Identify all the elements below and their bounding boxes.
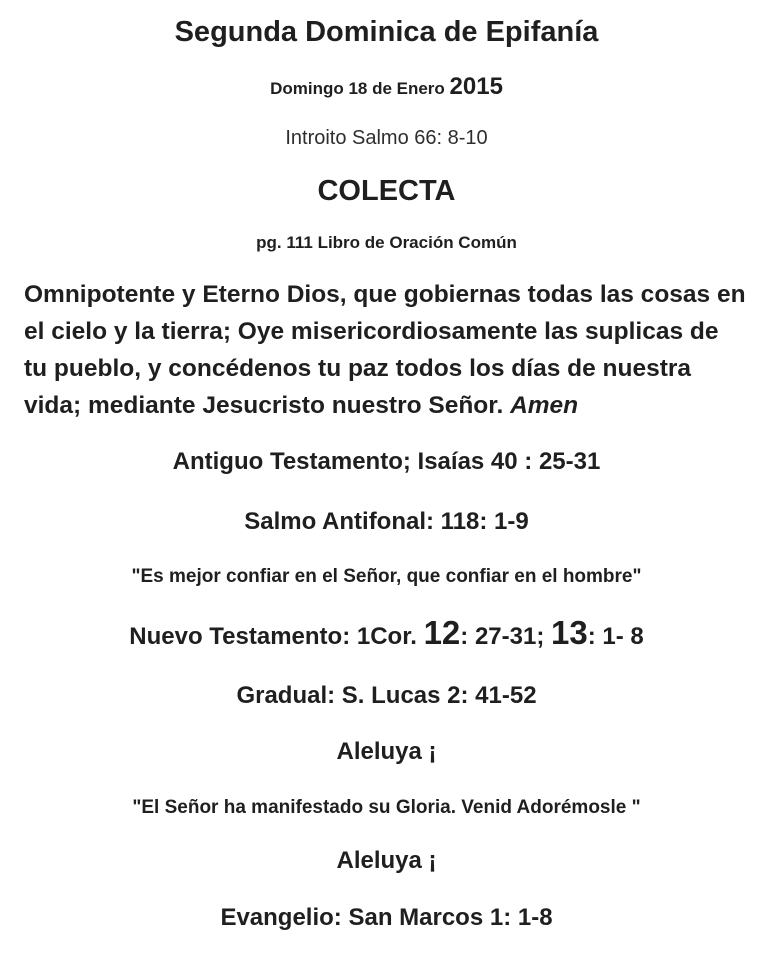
- gospel-reading: Evangelio: San Marcos 1: 1-8: [220, 904, 553, 931]
- introit-reference: Introito Salmo 66: 8-10: [285, 127, 488, 149]
- collect-prayer-amen: Amen: [510, 392, 579, 419]
- new-testament-chapter-13: 13: [550, 614, 588, 651]
- new-testament-text-3: : 1- 8: [587, 623, 644, 650]
- date-line: [0, 73, 773, 101]
- alleluia-first: Aleluya ¡: [336, 738, 437, 765]
- new-testament-reading: [0, 614, 773, 652]
- alleluia-second: Aleluya ¡: [336, 847, 437, 874]
- date-text: Domingo 18 de Enero: [270, 79, 450, 98]
- psalm-quote: "Es mejor confiar en el Señor, que confiar en el hombre": [131, 566, 642, 587]
- collect-prayer-body: Omnipotente y Eterno Dios, que gobiernas todas las cosas en el cielo y la tierra; Oye misericordiosamente las suplicas de tu pueblo, y concédenos tu paz todos los días de nuestra vida; mediante Jesucristo nuestro Señor.: [24, 281, 746, 419]
- gradual-reading: Gradual: S. Lucas 2: 41-52: [236, 682, 537, 709]
- new-testament-chapter-12: 12: [423, 614, 461, 651]
- new-testament-text-2: : 27-31;: [460, 623, 551, 650]
- old-testament-reading: Antiguo Testamento; Isaías 40 : 25-31: [172, 448, 601, 475]
- new-testament-text-1: Nuevo Testamento: 1Cor.: [129, 623, 424, 650]
- date-year: 2015: [449, 73, 503, 100]
- collect-heading: COLECTA: [317, 175, 456, 207]
- collect-prayer-paragraph: [0, 276, 773, 424]
- prayer-book-page-reference: pg. 111 Libro de Oración Común: [256, 233, 517, 252]
- page-title: Segunda Dominica de Epifanía: [174, 16, 599, 48]
- gospel-quote: "El Señor ha manifestado su Gloria. Venid Adorémosle ": [132, 797, 641, 818]
- psalm-reading: Salmo Antifonal: 118: 1-9: [244, 508, 529, 535]
